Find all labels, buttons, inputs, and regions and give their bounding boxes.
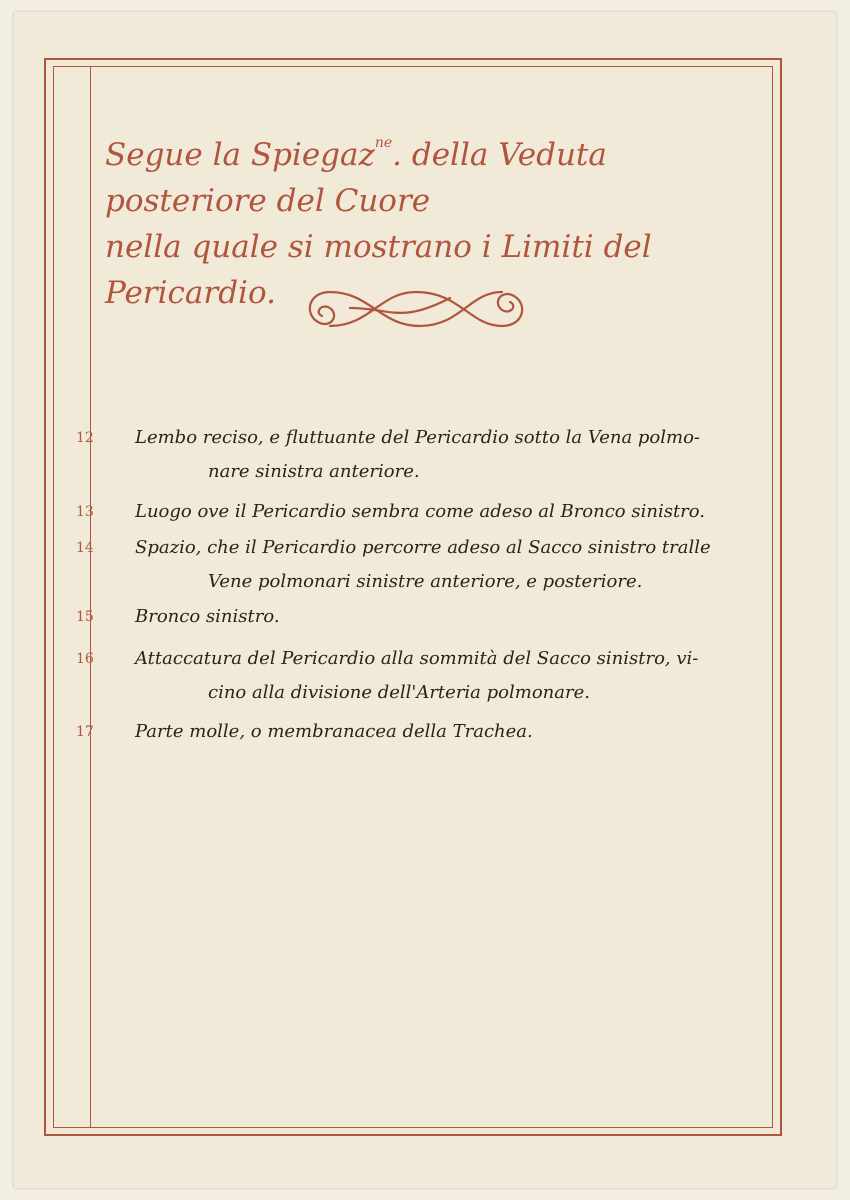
title-line-1-start: Segue la Spiegaz [105,137,375,173]
entry-text: Bronco sinistro. [135,606,280,627]
entry-number: 13 [76,504,94,520]
entry-text: Lembo reciso, e fluttuante del Pericardio sotto la Vena polmo- [135,427,701,448]
entry-number: 16 [76,651,94,667]
title-superscript: ne [374,135,393,151]
entry-number: 14 [76,540,94,556]
entry-text: Spazio, che il Pericardio percorre adeso al Sacco sinistro tralle [135,537,711,558]
title-line-2: nella quale si mostrano i Limiti del Pericardio. [105,229,652,311]
entry-number: 17 [76,724,94,740]
entry-number: 15 [76,609,94,625]
entry-text: Luogo ove il Pericardio sembra come adeso al Bronco sinistro. [135,501,706,522]
entry-text: Attaccatura del Pericardio alla sommità del Sacco sinistro, vi- [135,648,699,669]
margin-rule [90,66,91,1128]
entry-text-continuation: Vene polmonari sinistre anteriore, e posteriore. [208,571,643,592]
title-line-1-end: . della Veduta posteriore del Cuore [105,137,607,219]
entry-number: 12 [76,430,94,446]
entry-text: Parte molle, o membranacea della Trachea. [135,721,533,742]
flourish-ornament [300,284,532,334]
entry-text-continuation: cino alla divisione dell'Arteria polmonare. [208,682,590,703]
entry-text-continuation: nare sinistra anteriore. [208,461,420,482]
title-line-1 [105,120,765,224]
